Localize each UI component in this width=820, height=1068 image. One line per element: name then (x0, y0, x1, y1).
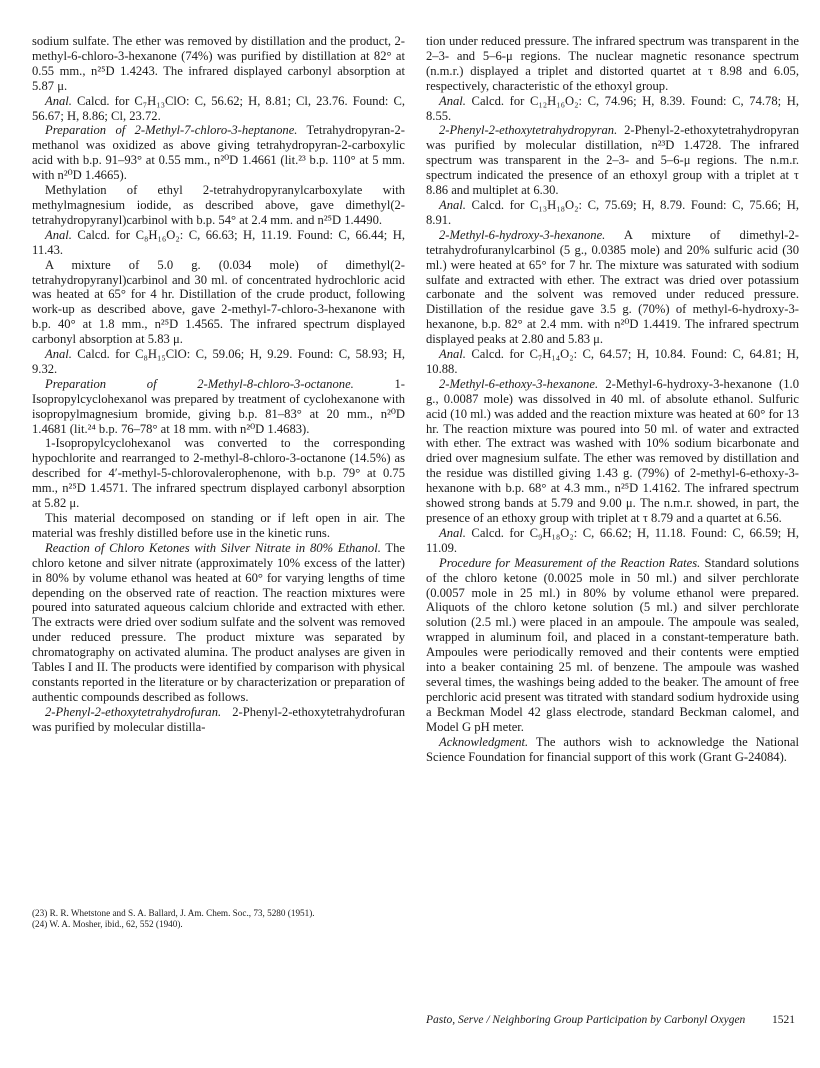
paragraph-text: The chloro ketone and silver nitrate (approximately 10% excess of the latter) in 80% by volume ethanol was heated at 60° for varying lengths of time depending on the observed rate of reaction. The reaction mixtures were poured into saturated aqueous calcium chloride and extracted with ether. The extracts were dried over sodium sulfate and the solvent was removed under reduced pressure. The product mixture was separated by chromatography on activated alumina. The product analyses are given in Tables I and II. The products were identified by comparison with physical constants reported in the literature or by characterization or preparation of authentic compounds described as follows. (32, 540, 405, 704)
paragraph-text: Calcd. for C₁₃H₁₈O₂: C, 75.69; H, 8.79. Found: C, 75.66; H, 8.91. (426, 197, 799, 227)
section-heading: 2-Phenyl-2-ethoxytetrahydropyran. (439, 123, 618, 138)
paragraph-text: Calcd. for C₈H₁₆O₂: C, 66.63; H, 11.19. Found: C, 66.44; H, 11.43. (32, 227, 405, 257)
paragraph-text: This material decomposed on standing or if left open in air. The material was freshly distilled before use in the kinetic runs. (32, 511, 405, 540)
paragraph-text: Methylation of ethyl 2-tetrahydropyranylcarboxylate with methylmagnesium iodide, as described above, gave dimethyl(2-tetrahydropyranyl)carbinol with b.p. 54° at 2.4 mm. and n²⁵D 1.4490. (32, 183, 405, 227)
paragraph-continued (426, 34, 799, 94)
paragraph-text: A mixture of 5.0 g. (0.034 mole) of dimethyl(2-tetrahydropyranyl)carbinol and 30 ml. of concentrated hydrochloric acid was heated at 65° for 4 hr. Distillation of the crude product, following work-up as described above, gave 2-methyl-7-chloro-3-hexanone with b.p. 40° at 1.8 mm., n²⁵D 1.4565. The infrared spectrum displayed carbonyl absorption at 5.83 μ. (32, 257, 405, 347)
paragraph (32, 436, 405, 511)
analysis-paragraph (32, 228, 405, 258)
paragraph-text: 2-Methyl-6-hydroxy-3-hexanone (1.0 g., 0.0087 mole) was dissolved in 40 ml. of absolute ethanol. Sulfuric acid (10 ml.) was added and the reaction mixture was heated at 60° for 13 hr. The reaction mixture was poured into 50 ml. of water and extracted with ether. The extract was washed with 10% sodium bicarbonate and dried over magnesium sulfate. The ether was removed by distillation and the residue was distilled giving 1.43 g. (79%) of 2-methyl-6-ethoxy-3-hexanone with b.p. 68° at 4.3 mm., n²⁵D 1.4162. The infrared spectrum showed strong bands at 5.79 and 9.00 μ. The n.m.r. showed, in part, the presence of an ethoxy group with triplet at τ 8.79 and a quartet at 6.56. (426, 376, 799, 525)
analysis-label: Anal. (439, 347, 466, 362)
section-paragraph (426, 735, 799, 765)
paragraph-text: Calcd. for C₇H₁₄O₂: C, 64.57; H, 10.84. Found: C, 64.81; H, 10.88. (426, 347, 799, 376)
section-heading: 2-Methyl-6-hydroxy-3-hexanone. (439, 227, 606, 242)
paragraph-text: Calcd. for C₁₂H₁₆O₂: C, 74.96; H, 8.39. Found: C, 74.78; H, 8.55. (426, 93, 799, 123)
analysis-paragraph (32, 347, 405, 377)
running-head: Pasto, Serve / Neighboring Group Participation by Carbonyl Oxygen (426, 1014, 746, 1026)
analysis-label: Anal. (439, 93, 466, 108)
section-heading: Preparation of 2-Methyl-8-chloro-3-octanone. (45, 376, 354, 391)
paragraph-text: A mixture of dimethyl-2-tetrahydrofuranylcarbinol (5 g., 0.0385 mole) and 20% sulfuric acid (30 ml.) were heated at 65° for 7 hr. The mixture was saturated with sodium sulfate and extracted with ether. The extract was dried over potassium carbonate and the solvent was removed under reduced pressure. Distillation of the residue gave 3.5 g. (70%) of methyl-6-hydroxy-3-hexanone, b.p. 82° at 2.4 mm. with n²⁰D 1.4419. The infrared spectrum displayed peaks at 2.80 and 5.83 μ. (426, 227, 799, 347)
right-column (426, 34, 799, 764)
paragraph (32, 183, 405, 228)
paragraph-text: 1-Isopropylcyclohexanol was prepared by treatment of cyclohexanone with isopropylmagnesium bromide, giving b.p. 81–83° at 20 mm., n²⁰D 1.4681 (lit.²⁴ b.p. 76–78° at 18 mm. with n²⁰D 1.4683). (32, 376, 406, 436)
analysis-paragraph (426, 526, 799, 556)
paragraph-text: Calcd. for C₉H₁₈O₂: C, 66.62; H, 11.18. Found: C, 66.59; H, 11.09. (426, 525, 799, 555)
analysis-label: Anal. (439, 197, 466, 212)
analysis-paragraph (426, 94, 799, 124)
paragraph-text: 1-Isopropylcyclohexanol was converted to the corresponding hypochlorite and rearranged to 2-methyl-8-chloro-3-octanone (14.5%) as described for 4′-methyl-5-chlorovalerophenone, with b.p. 79° at 0.75 mm., n²⁵D 1.4571. The infrared spectrum displayed carbonyl absorption at 5.82 μ. (32, 436, 405, 511)
paragraph (32, 511, 405, 541)
analysis-label: Anal. (45, 93, 72, 108)
paragraph-text: Tetrahydropyran-2-methanol was oxidized as above giving tetrahydropyran-2-carboxylic acid with b.p. 91–93° at 0.55 mm., n²⁰D 1.4661 (lit.²³ b.p. 110° at 5 mm. with n²⁰D 1.4665). (32, 123, 405, 183)
footnotes (32, 908, 405, 930)
section-paragraph (426, 377, 799, 526)
analysis-label: Anal. (439, 525, 466, 540)
paragraph-text: 2-Phenyl-2-ethoxytetrahydropyran was purified by molecular distillation, n²³D 1.4728. The infrared spectrum was transparent in the 2–3- and 5–6-μ regions. The n.m.r. spectrum indicated the presence of an ethoxyl group with a triplet at τ 8.86 and multiplet at 6.30. (426, 123, 799, 198)
footnote-24: (24) W. A. Mosher, ibid., 62, 552 (1940). (32, 919, 183, 929)
left-column (32, 34, 405, 735)
section-heading: 2-Methyl-6-ethoxy-3-hexanone. (439, 376, 599, 391)
paragraph-text: Standard solutions of the chloro ketone (0.0025 mole in 50 ml.) and silver perchlorate (0.0057 mole in 25 ml.) in 80% by volume ethanol were prepared. Aliquots of the chloro ketone solution (5 ml.) and silver perchlorate solution (2.5 ml.) were placed in an ampoule. The ampoule was sealed, wrapped in aluminum foil, and placed in a constant-temperature bath. Ampoules were periodically removed and their contents were emptied into a beaker containing 25 ml. of benzene. The ampoule was washed several times, the washings being added to the beaker. The amount of free perchloric acid present was titrated with standard sodium hydroxide using a Beckman Model 42 glass electrode, standard Beckman calomel, and Model G pH meter. (426, 555, 799, 734)
section-heading: Acknowledgment. (439, 734, 529, 749)
analysis-label: Anal. (45, 347, 72, 362)
paragraph-text: 2-Phenyl-2-ethoxytetrahydrofuran was purified by molecular distilla- (32, 704, 405, 734)
section-heading: Reaction of Chloro Ketones with Silver Nitrate in 80% Ethanol. (45, 540, 381, 555)
section-paragraph (32, 123, 405, 183)
section-paragraph (426, 123, 799, 198)
page-footer (426, 1014, 799, 1026)
page-number: 1521 (772, 1014, 795, 1026)
paragraph-text: Calcd. for C₇H₁₃ClO: C, 56.62; H, 8.81; Cl, 23.76. Found: C, 56.67; H, 8.86; Cl, 23.72. (32, 93, 405, 123)
section-paragraph (32, 541, 405, 705)
analysis-paragraph (32, 94, 405, 124)
paragraph-text: The authors wish to acknowledge the National Science Foundation for financial support of this work (Grant G-24084). (426, 734, 799, 764)
paragraph-text: sodium sulfate. The ether was removed by distillation and the product, 2-methyl-6-chloro-3-hexanone (74%) was purified by distillation at 82° at 0.55 mm., n²⁵D 1.4243. The infrared displayed carbonyl absorption at 5.87 μ. (32, 34, 405, 93)
paragraph-continued (32, 34, 405, 94)
section-paragraph (426, 556, 799, 735)
section-paragraph (32, 377, 405, 437)
section-heading: 2-Phenyl-2-ethoxytetrahydrofuran. (45, 704, 222, 719)
analysis-paragraph (426, 198, 799, 228)
paragraph-text: Calcd. for C₈H₁₅ClO: C, 59.06; H, 9.29. Found: C, 58.93; H, 9.32. (32, 347, 405, 376)
paragraph-text: tion under reduced pressure. The infrared spectrum was transparent in the 2–3- and 5–6-μ regions. The nuclear magnetic resonance spectrum (n.m.r.) displayed a triplet and distorted quartet at τ 8.98 and 6.05, respectively, characteristic of the ethoxyl group. (426, 34, 799, 93)
analysis-paragraph (426, 347, 799, 377)
section-heading: Procedure for Measurement of the Reaction Rates. (439, 555, 701, 570)
section-paragraph (32, 705, 405, 735)
section-heading: Preparation of 2-Methyl-7-chloro-3-heptanone. (45, 123, 298, 138)
section-paragraph (426, 228, 799, 347)
analysis-label: Anal. (45, 227, 72, 242)
footnote-23: (23) R. R. Whetstone and S. A. Ballard, J. Am. Chem. Soc., 73, 5280 (1951). (32, 908, 315, 918)
paragraph (32, 258, 405, 347)
